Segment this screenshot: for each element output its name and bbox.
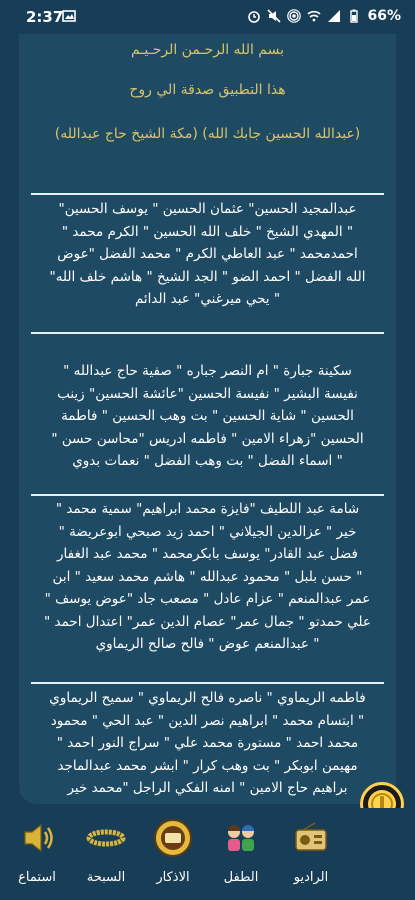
names-line: خير " عزالدين الجيلاني " احمد زيد صبحي ابوعريضة " [58, 523, 357, 540]
divider [31, 682, 384, 684]
names-line: " عبدالمنعم عوض " فالح صالح الريماوي [95, 636, 320, 652]
alarm-icon [247, 9, 261, 23]
names-line: نفيسة البشير " نفيسة الحسين "عائشة الحسين" زينب [57, 385, 358, 402]
status-time: 2:37 [26, 8, 64, 26]
names-line: علي حمدتو " جمال عمر" عصام الدين عمر" اعتدال احمد " [44, 613, 371, 630]
nav-listen[interactable] [2, 808, 72, 885]
mute-icon [267, 9, 281, 23]
names-block-1 [29, 198, 386, 311]
bismillah-text: بسم الله الرحـمن الرحـيـم [130, 42, 284, 58]
names-line: براهيم حاج الامين " امنه الفكي الراجل "محمد خير [67, 780, 348, 796]
names-line: الحسين "زهراء الامين " فاطمه ادريس "محاسن حسن " [51, 430, 364, 447]
divider [31, 332, 384, 334]
children-icon [221, 818, 261, 858]
content-panel[interactable] [19, 34, 396, 804]
names-line: عبدالمجيد الحسين" عثمان الحسين " يوسف الحسين" [58, 201, 357, 217]
names-line: احمدمحمد " عبد العاطي الكرم " محمد الفضل "عوض [57, 246, 358, 262]
names-line: " اسماء الفضل " بت وهب الفضل " نعمات بدوي [72, 453, 343, 469]
names-line: سكينة جبارة " ام النصر جباره " صفية حاج عبدالله " [63, 363, 352, 379]
dedication-text: هذا التطبيق صدقة الي روح [129, 82, 286, 98]
names-line: عمر عبدالمنعم " عزام عادل " مصعب جاد "عوض يوسف " [44, 591, 371, 607]
names-line: شامة عبد اللطيف "فايزة محمد ابراهيم" سمية محمد " [55, 501, 360, 517]
names-line: محمد احمد " مستورة محمد علي " سراج النور احمد " [56, 735, 359, 751]
names-line: الحسين " شاية الحسين " بت وهب الحسين " فاطمة [61, 408, 354, 424]
signal-icon [327, 9, 341, 23]
names-line: " المهدي الشيخ " خلف الله الحسين " الكرم محمد " [61, 223, 354, 240]
wifi-icon [307, 9, 321, 23]
status-bar [0, 0, 415, 34]
names-block-3 [29, 498, 386, 656]
nav-child[interactable] [206, 808, 276, 885]
names-line: فاطمه الريماوي " ناصره فالح الريماوي " سميح الريماوي [49, 690, 366, 706]
names-block-4 [29, 687, 386, 800]
hotspot-icon [287, 9, 301, 23]
names-line: " حسن بلبل " محمود عبدالله " هاشم محمد سعيد " ابن [52, 568, 363, 585]
prayer-beads-icon [86, 818, 126, 858]
bottom-navigation [0, 808, 415, 900]
nav-azkar[interactable] [138, 808, 208, 885]
names-line: فضل عبد القادر" يوسف بابكرمحمد " محمد عبد الغفار [57, 546, 358, 562]
nav-listen-label: استماع [18, 870, 56, 885]
nav-azkar-label: الاذكار [156, 870, 190, 885]
names-block-2 [29, 360, 386, 473]
image-icon [62, 9, 76, 23]
nav-radio[interactable] [276, 808, 346, 885]
dedicatee-text: (عبدالله الحسين جابك الله) (مكة الشيخ حاج عبدالله) [54, 126, 361, 142]
divider [31, 193, 384, 195]
names-line: الله الفضل " احمد الضو " الجد الشيخ " هاشم خلف الله" [49, 268, 366, 285]
nav-beads-label: السبحة [86, 870, 126, 885]
nav-radio-label: الراديو [293, 870, 329, 885]
speaker-icon [17, 818, 57, 858]
names-line: مهيمن ابوبكر " بت وهب كرار " ابشر محمد عبدالماجد [57, 757, 358, 774]
battery-percent: 66% [367, 8, 401, 24]
names-line: " ابتسام محمد " ابراهيم نصر الدين " عبد الحي " محمود [50, 712, 365, 729]
radio-icon [291, 818, 331, 858]
divider [31, 494, 384, 496]
nav-beads[interactable] [71, 808, 141, 885]
book-icon [153, 818, 193, 858]
battery-icon [347, 9, 361, 23]
nav-child-label: الطفل [223, 870, 259, 885]
names-line: " يحي ميرغني" عبد الدائم [134, 291, 281, 307]
